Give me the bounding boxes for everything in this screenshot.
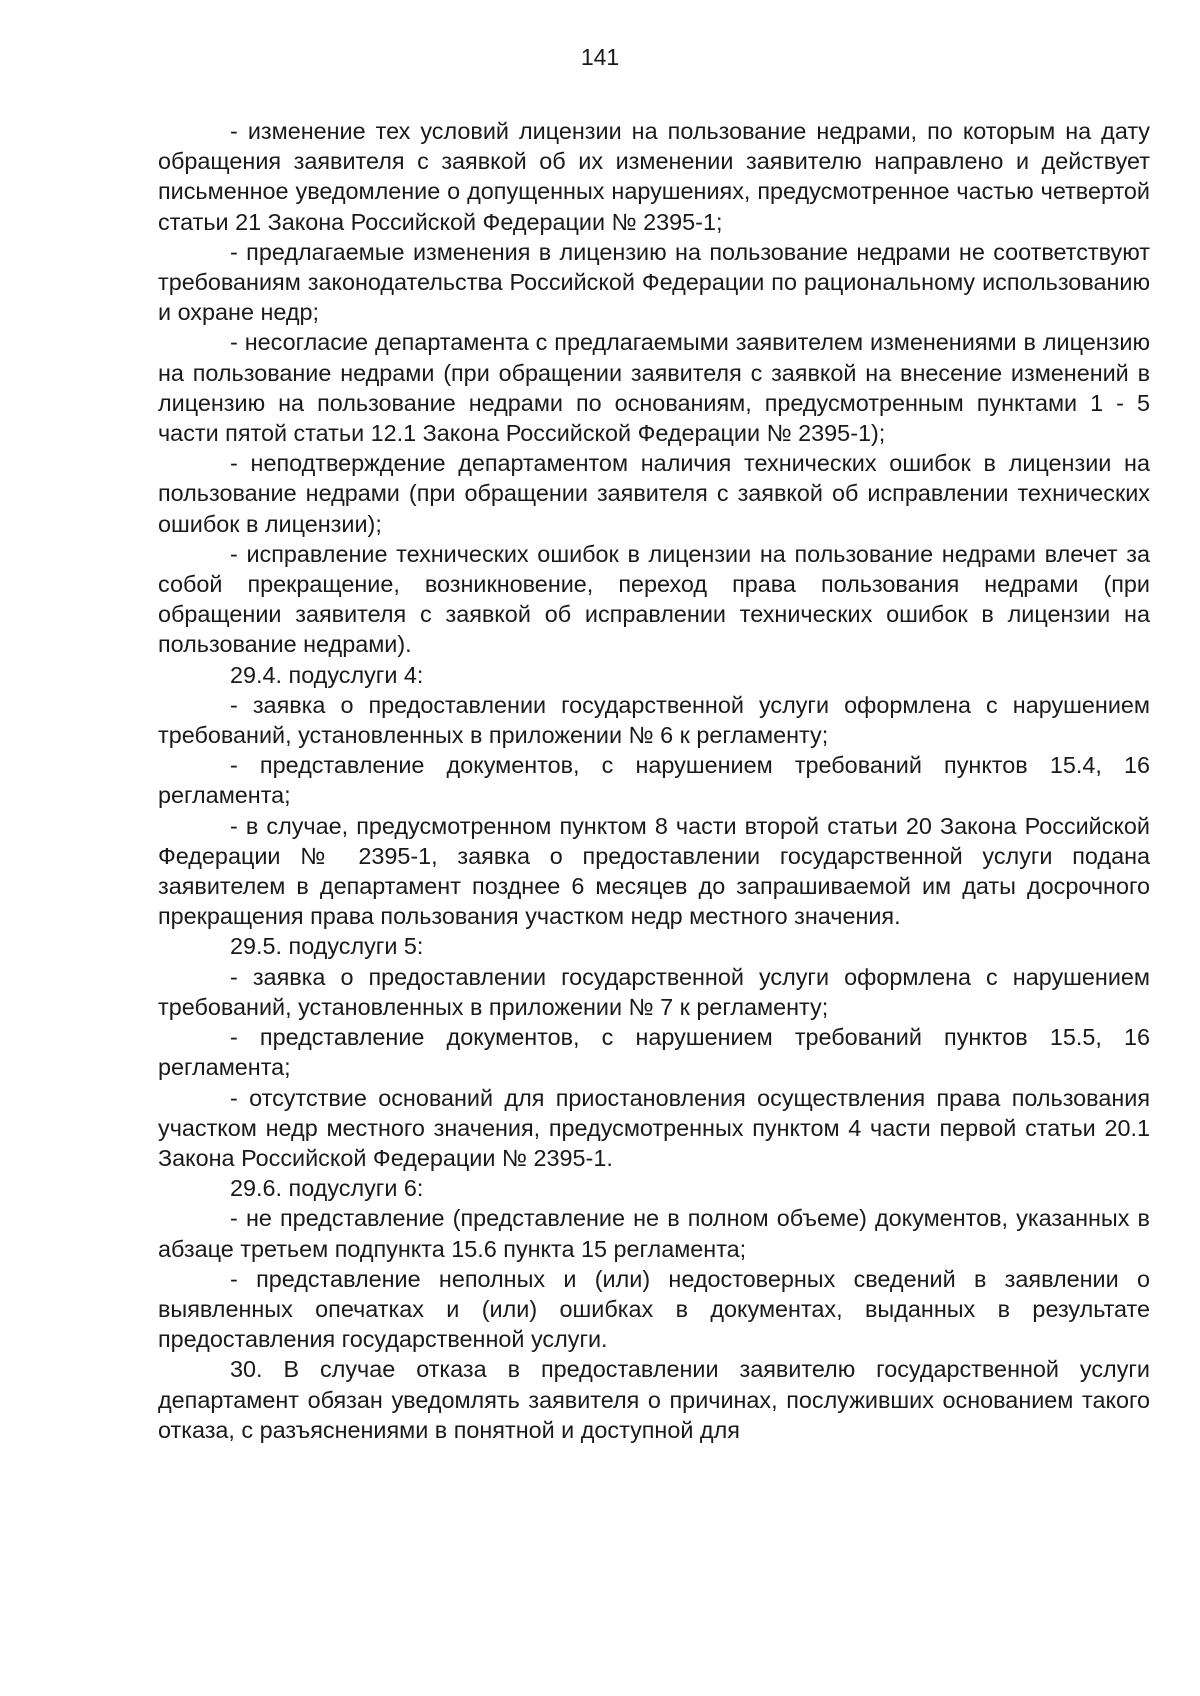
paragraph: - предлагаемые изменения в лицензию на пользование недрами не соответствуют требованиям законодательства Российской Федерации по рациональному использованию и охране недр; [158, 238, 1150, 326]
paragraph: - представление документов, с нарушением требований пунктов 15.4, 16 регламента; [158, 752, 1150, 809]
paragraph: - изменение тех условий лицензии на пользование недрами, по которым на дату обращения заявителя с заявкой об их изменении заявителю направлено и действует письменное уведомление о допущенных нарушениях, предусмотренное частью четвертой статьи 21 Закона Российской Федерации № 2395-1; [158, 118, 1150, 235]
section-heading-29-4: 29.4. подуслуги 4: [230, 661, 424, 688]
page-number: 141 [580, 44, 620, 70]
paragraph: - заявка о предоставлении государственной услуги оформлена с нарушением требований, установленных в приложении № 7 к регламенту; [158, 963, 1150, 1020]
paragraph: - заявка о предоставлении государственной услуги оформлена с нарушением требований, установленных в приложении № 6 к регламенту; [158, 691, 1150, 749]
paragraph: - не представление (представление не в полном объеме) документов, указанных в абзаце третьем подпункта 15.6 пункта 15 регламента; [158, 1205, 1150, 1262]
paragraph: - неподтверждение департаментом наличия технических ошибок в лицензии на пользование недрами (при обращении заявителя с заявкой об исправлении технических ошибок в лицензии); [158, 450, 1150, 537]
paragraph: - исправление технических ошибок в лицензии на пользование недрами влечет за собой прекращение, возникновение, переход права пользования недрами (при обращении заявителя с заявкой об исправлении технических ошибок в лицензии на пользование недрами). [158, 540, 1150, 658]
section-heading-29-5: 29.5. подуслуги 5: [230, 933, 424, 960]
section-heading-29-6: 29.6. подуслуги 6: [230, 1175, 424, 1202]
paragraph: - представление документов, с нарушением требований пунктов 15.5, 16 регламента; [158, 1024, 1150, 1081]
paragraph-30: 30. В случае отказа в предоставлении заявителю государственной услуги департамент обязан уведомлять заявителя о причинах, послуживших основанием такого отказа, с разъяснениями в понятной и доступной для [158, 1356, 1150, 1443]
paragraph: - отсутствие оснований для приостановления осуществления права пользования участком недр местного значения, предусмотренных пунктом 4 части первой статьи 20.1 Закона Российской Федерации № 2395-1. [158, 1084, 1150, 1171]
paragraph: - представление неполных и (или) недостоверных сведений в заявлении о выявленных опечатках и (или) ошибках в документах, выданных в результате предоставления государственной услуги. [158, 1265, 1150, 1353]
document-body [158, 116, 1150, 1445]
paragraph: - несогласие департамента с предлагаемыми заявителем изменениями в лицензию на пользование недрами (при обращении заявителя с заявкой на внесение изменений в лицензию на пользование недрами по основаниям, предусмотренным пунктами 1 - 5 части пятой статьи 12.1 Закона Российской Федерации № 2395-1); [158, 329, 1150, 447]
paragraph: - в случае, предусмотренном пунктом 8 части второй статьи 20 Закона Российской Федерации № 2395-1, заявка о предоставлении государственной услуги подана заявителем в департамент позднее 6 месяцев до запрашиваемой им даты досрочного прекращения права пользования участком недр местного значения. [158, 812, 1150, 930]
